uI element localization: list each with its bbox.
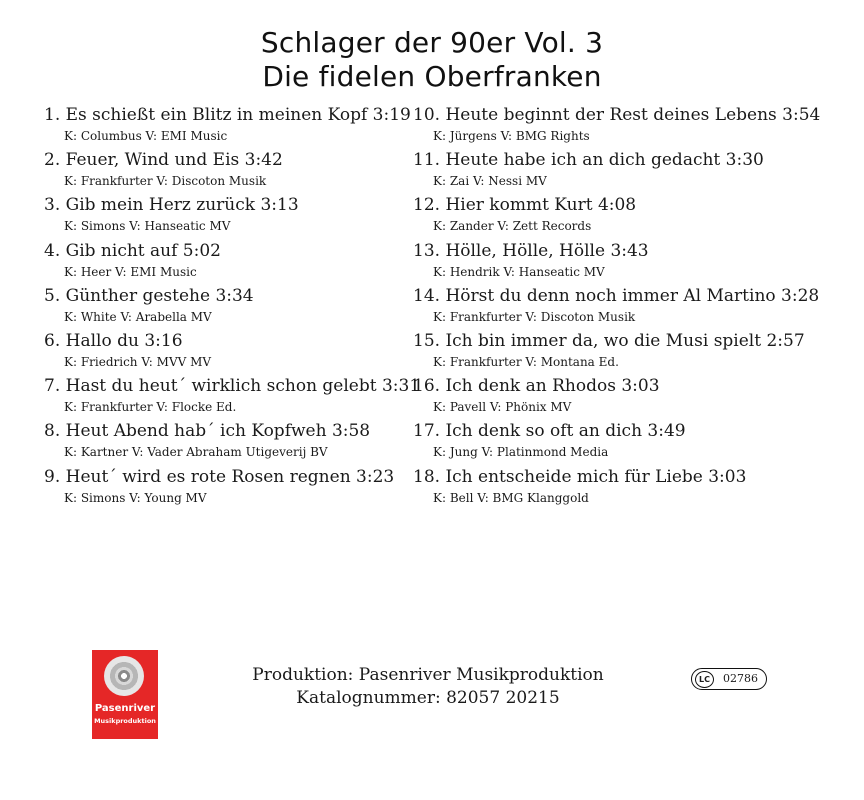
- track-item: [44, 285, 404, 330]
- track-title: 12. Hier kommt Kurt 4:08: [413, 195, 637, 216]
- track-credit: K: Friedrich V: MVV MV: [64, 354, 212, 369]
- track-title: 6. Hallo du 3:16: [44, 330, 183, 351]
- track-title: 10. Heute beginnt der Rest deines Lebens 3:54: [413, 105, 821, 125]
- track-item: [44, 149, 404, 194]
- track-title: 5. Günther gestehe 3:34: [44, 285, 254, 306]
- track-item: [44, 375, 421, 420]
- track-credit: K: Frankfurter V: Flocke Ed.: [64, 400, 237, 415]
- track-item: [413, 420, 853, 465]
- track-item: [413, 285, 853, 330]
- track-item: [44, 466, 404, 511]
- tracklist-left: [44, 104, 421, 511]
- track-title: 17. Ich denk so oft an dich 3:49: [413, 421, 686, 442]
- track-item: [44, 240, 404, 285]
- track-credit: K: Simons V: Young MV: [64, 490, 207, 505]
- track-title: 11. Heute habe ich an dich gedacht 3:30: [413, 150, 764, 171]
- track-title: 16. Ich denk an Rhodos 3:03: [413, 376, 660, 397]
- tracklist-right: [413, 104, 853, 511]
- label-code-badge: [691, 668, 767, 690]
- track-credit: K: Jung V: Platinmond Media: [433, 445, 609, 460]
- track-credit: K: Bell V: BMG Klanggold: [433, 490, 589, 505]
- track-credit: K: Heer V: EMI Music: [64, 264, 197, 279]
- track-credit: K: Zander V: Zett Records: [433, 219, 592, 234]
- track-credit: K: Columbus V: EMI Music: [64, 129, 228, 143]
- track-title: 18. Ich entscheide mich für Liebe 3:03: [413, 466, 747, 487]
- track-item: [413, 330, 853, 375]
- track-credit: K: Pavell V: Phönix MV: [433, 400, 572, 415]
- label-code-number: 02786: [723, 672, 758, 685]
- track-item: [44, 330, 404, 375]
- cd-icon: [104, 656, 144, 696]
- artist-name: Die fidelen Oberfranken: [262, 60, 602, 93]
- track-title: 8. Heut Abend hab´ ich Kopfweh 3:58: [44, 421, 371, 442]
- lc-icon: LC: [695, 671, 714, 688]
- album-title: Schlager der 90er Vol. 3: [260, 26, 604, 59]
- track-item: [413, 240, 853, 285]
- track-item: [413, 149, 853, 194]
- track-item: [413, 375, 853, 420]
- track-credit: K: Jürgens V: BMG Rights: [433, 129, 590, 143]
- track-title: 13. Hölle, Hölle, Hölle 3:43: [413, 240, 649, 261]
- track-item: [413, 104, 853, 149]
- track-title: 15. Ich bin immer da, wo die Musi spielt 2:57: [413, 330, 805, 351]
- track-item: [413, 466, 853, 511]
- track-title: 4. Gib nicht auf 5:02: [44, 240, 221, 261]
- track-item: [44, 194, 404, 239]
- logo-name: Pasenriver: [94, 703, 156, 714]
- track-title: 1. Es schießt ein Blitz in meinen Kopf 3:19: [44, 105, 411, 125]
- track-credit: K: White V: Arabella MV: [64, 309, 212, 324]
- logo-subtitle: Musikproduktion: [94, 717, 156, 725]
- track-credit: K: Hendrik V: Hanseatic MV: [433, 264, 605, 279]
- track-credit: K: Simons V: Hanseatic MV: [64, 219, 231, 234]
- track-title: 9. Heut´ wird es rote Rosen regnen 3:23: [44, 466, 395, 487]
- track-item: [413, 194, 853, 239]
- track-credit: K: Frankfurter V: Discoton Musik: [433, 309, 636, 324]
- production-credit: Produktion: Pasenriver Musikproduktion: [252, 665, 604, 685]
- track-credit: K: Frankfurter V: Discoton Musik: [64, 174, 267, 189]
- track-title: 2. Feuer, Wind und Eis 3:42: [44, 150, 283, 171]
- track-item: [44, 104, 411, 149]
- label-logo: [92, 650, 158, 739]
- track-item: [44, 420, 404, 465]
- track-credit: K: Zai V: Nessi MV: [433, 174, 547, 189]
- catalog-number: Katalognummer: 82057 20215: [296, 688, 560, 708]
- track-title: 14. Hörst du denn noch immer Al Martino 3:28: [413, 285, 820, 306]
- track-title: 7. Hast du heut´ wirklich schon gelebt 3:31: [44, 376, 421, 397]
- track-title: 3. Gib mein Herz zurück 3:13: [44, 195, 299, 216]
- track-credit: K: Frankfurter V: Montana Ed.: [433, 354, 619, 369]
- track-credit: K: Kartner V: Vader Abraham Utigeverij BV: [64, 445, 328, 460]
